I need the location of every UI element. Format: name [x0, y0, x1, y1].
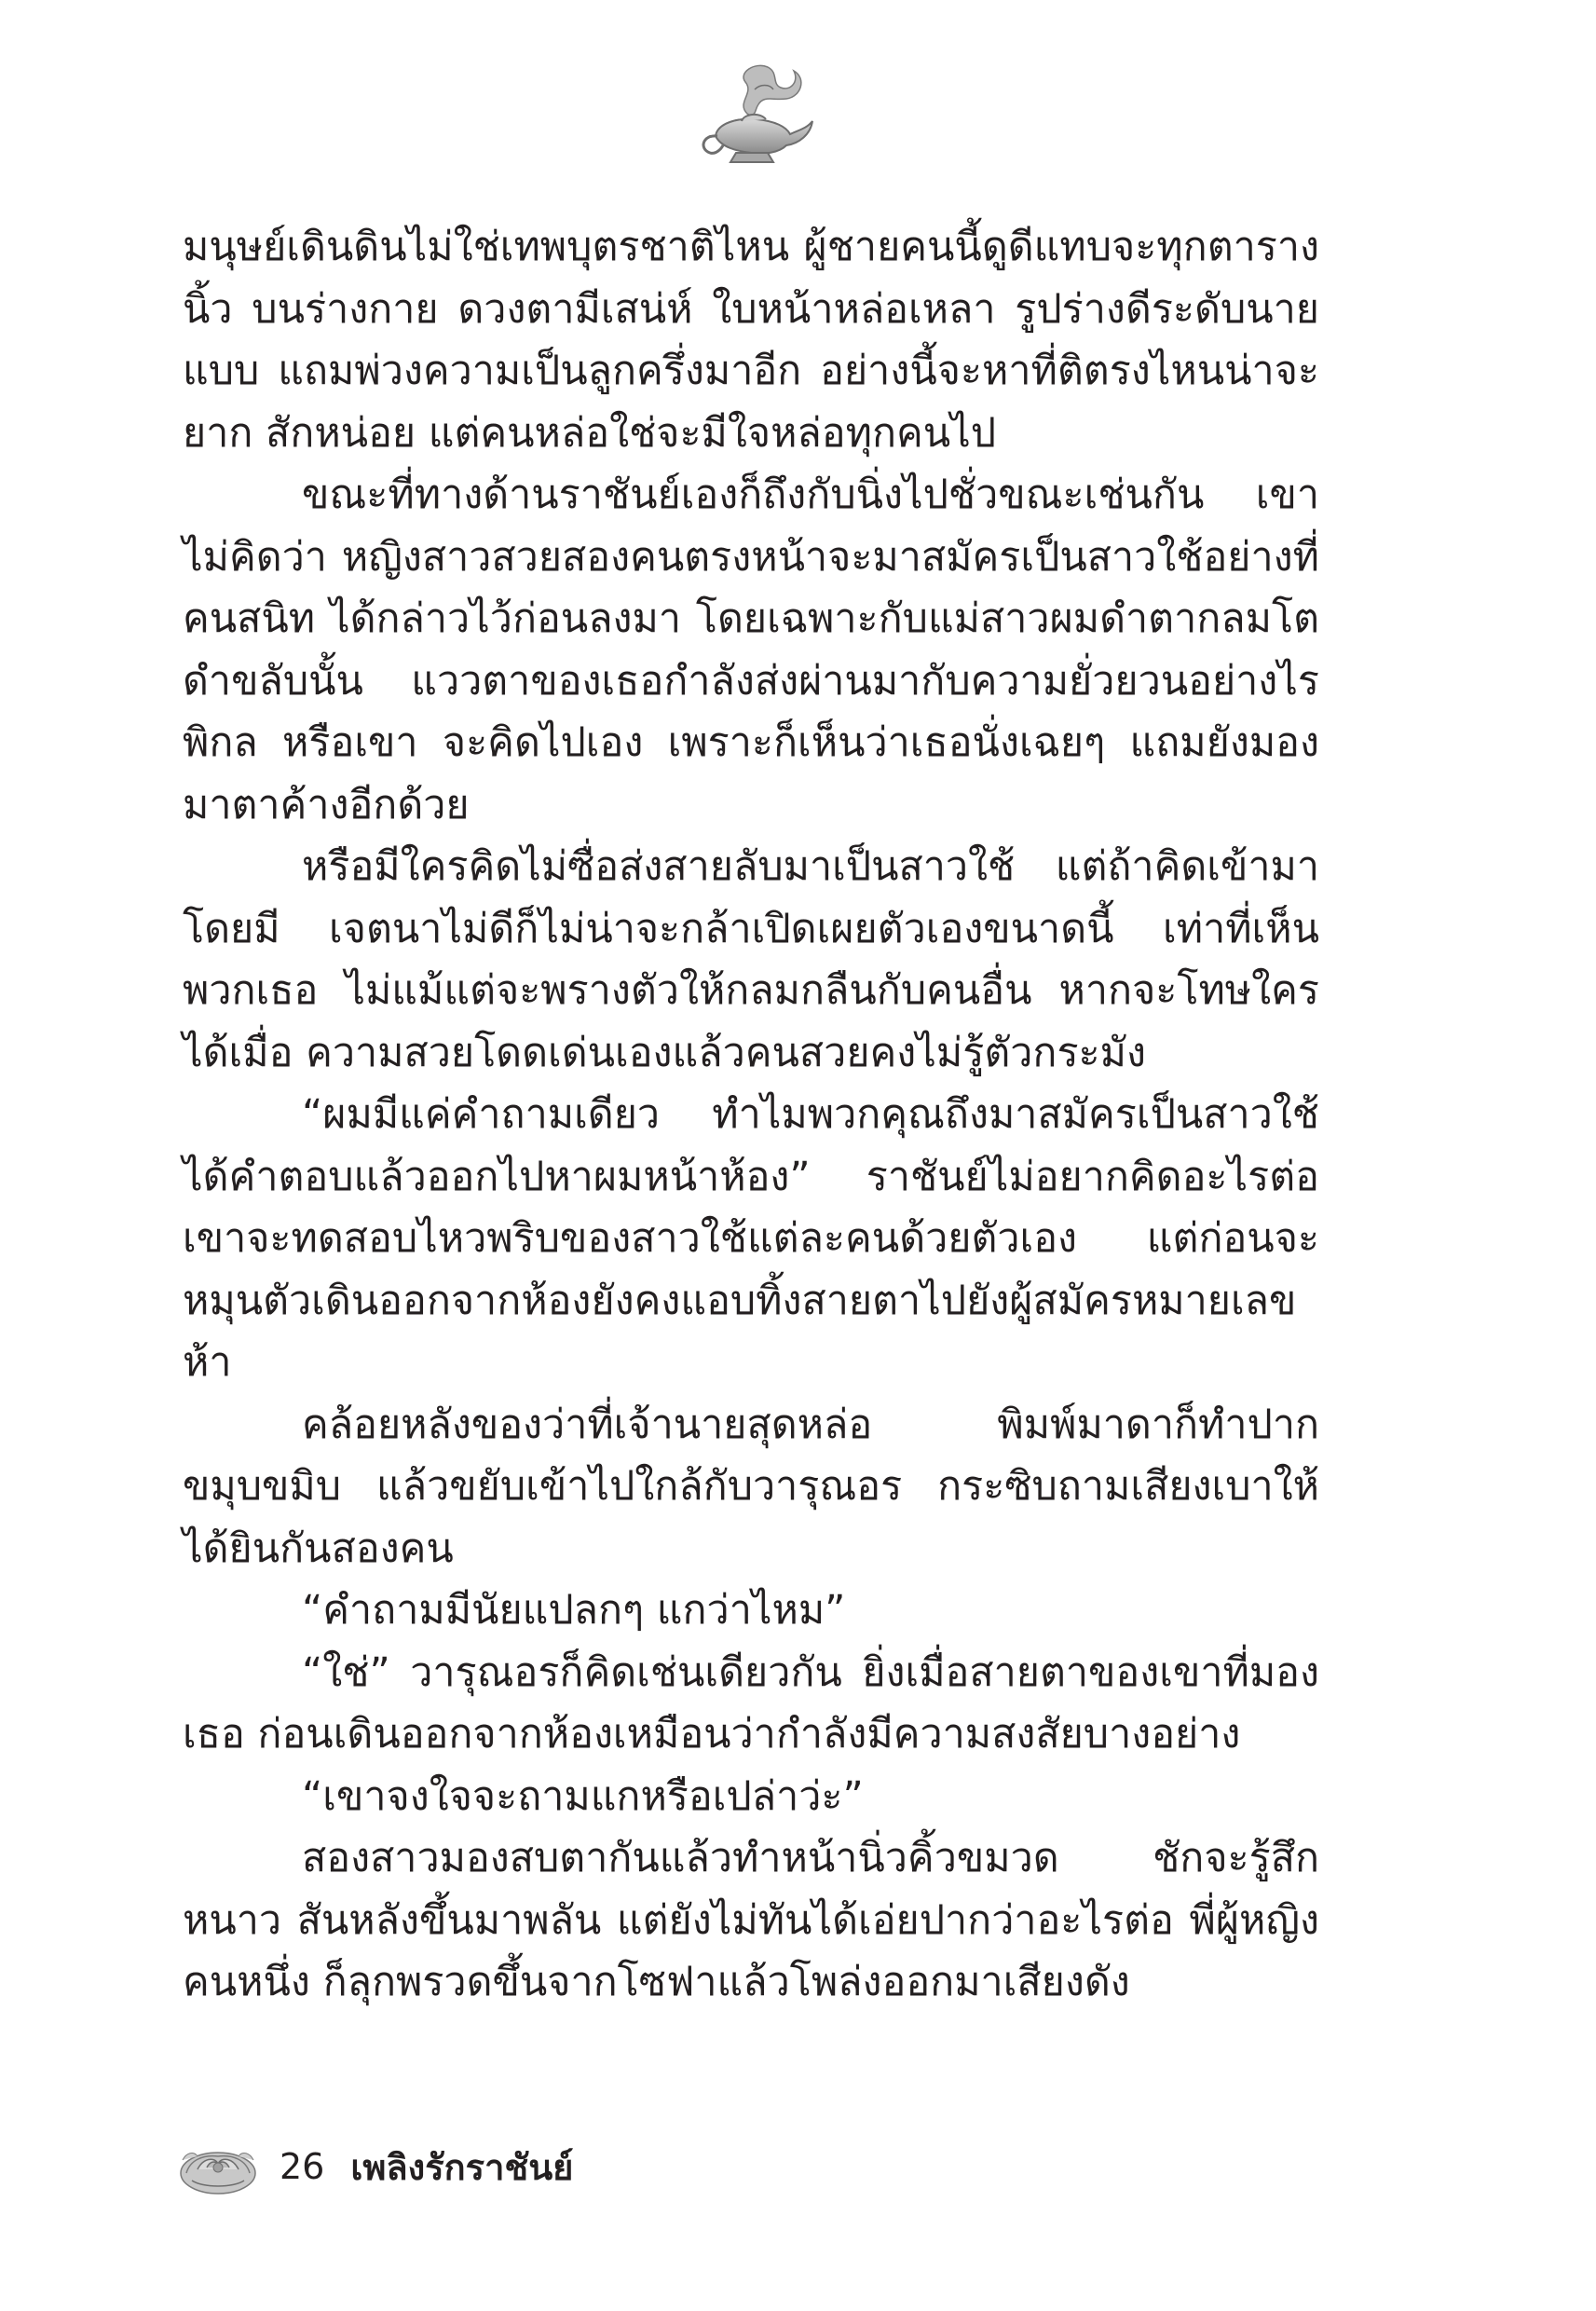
paragraph-2: ขณะที่ทางด้านราชันย์เองก็ถึงกับนิ่งไปชั่วขณะเช่นกัน เขาไม่คิดว่า หญิงสาวสวยสองคนตรงหน้าจะมาสมัครเป็นสาวใช้อย่างที่คนสนิท ได้กล่าวไว้ก่อนลงมา โดยเฉพาะกับแม่สาวผมดำตากลมโตดำขลับนั้น แววตาของเธอกำลังส่งผ่านมากับความยั่วยวนอย่างไรพิกล หรือเขา จะคิดไปเอง เพราะก็เห็นว่าเธอนั่งเฉยๆ แถมยังมองมาตาค้างอีกด้วย	[183, 472, 1319, 828]
paragraph-9: สองสาวมองสบตากันแล้วทำหน้านิ่วคิ้วขมวด ชักจะรู้สึกหนาว สันหลังขึ้นมาพลัน แต่ยังไม่ทันได้เอ่ยปากว่าอะไรต่อ พี่ผู้หญิงคนหนึ่ง ก็ลุกพรวดขึ้นจากโซฟาแล้วโพล่งออกมาเสียงดัง	[183, 1835, 1319, 2005]
paragraph-1: มนุษย์เดินดินไม่ใช่เทพบุตรชาติไหน ผู้ชายคนนี้ดูดีแทบจะทุกตารางนิ้ว บนร่างกาย ดวงตามีเสน่ห์ ใบหน้าหล่อเหลา รูปร่างดีระดับนายแบบ แถมพ่วงความเป็นลูกครึ่งมาอีก อย่างนี้จะหาที่ติตรงไหนน่าจะยาก สักหน่อย แต่คนหล่อใช่จะมีใจหล่อทุกคนไป	[183, 224, 1319, 457]
book-title: เพลิงรักราชันย์	[350, 2146, 574, 2188]
paragraph-5: คล้อยหลังของว่าที่เจ้านายสุดหล่อ พิมพ์มาดาก็ทำปากขมุบขมิบ แล้วขยับเข้าไปใกล้กับวารุณอร กระซิบถามเสียงเบาให้ได้ยินกันสองคน	[183, 1401, 1319, 1572]
paragraph-3: หรือมีใครคิดไม่ซื่อส่งสายลับมาเป็นสาวใช้ แต่ถ้าคิดเข้ามาโดยมี เจตนาไม่ดีก็ไม่น่าจะกล้าเปิดเผยตัวเองขนาดนี้ เท่าที่เห็นพวกเธอ ไม่แม้แต่จะพรางตัวให้กลมกลืนกับคนอื่น หากจะโทษใครได้เมื่อ ความสวยโดดเด่นเองแล้วคนสวยคงไม่รู้ตัวกระมัง	[183, 843, 1319, 1076]
page-number: 26	[280, 2146, 325, 2187]
paragraph-7: “ใช่” วารุณอรก็คิดเช่นเดียวกัน ยิ่งเมื่อสายตาของเขาที่มองเธอ ก่อนเดินออกจากห้องเหมือนว่ากำลังมีความสงสัยบางอย่าง	[183, 1648, 1319, 1757]
rose-icon	[177, 2136, 259, 2197]
page-footer	[177, 2129, 573, 2204]
paragraph-4: “ผมมีแค่คำถามเดียว ทำไมพวกคุณถึงมาสมัครเป็นสาวใช้ ได้คำตอบแล้วออกไปหาผมหน้าห้อง” ราชันย์ไม่อยากคิดอะไรต่อ เขาจะทดสอบไหวพริบของสาวใช้แต่ละคนด้วยตัวเอง แต่ก่อนจะ หมุนตัวเดินออกจากห้องยังคงแอบทิ้งสายตาไปยังผู้สมัครหมายเลขห้า	[183, 1091, 1319, 1386]
paragraph-6: “คำถามมีนัยแปลกๆ แกว่าไหม”	[302, 1587, 846, 1634]
genie-lamp-icon	[689, 56, 820, 168]
body-text	[183, 216, 1319, 2014]
paragraph-8: “เขาจงใจจะถามแกหรือเปล่าว่ะ”	[302, 1772, 864, 1820]
